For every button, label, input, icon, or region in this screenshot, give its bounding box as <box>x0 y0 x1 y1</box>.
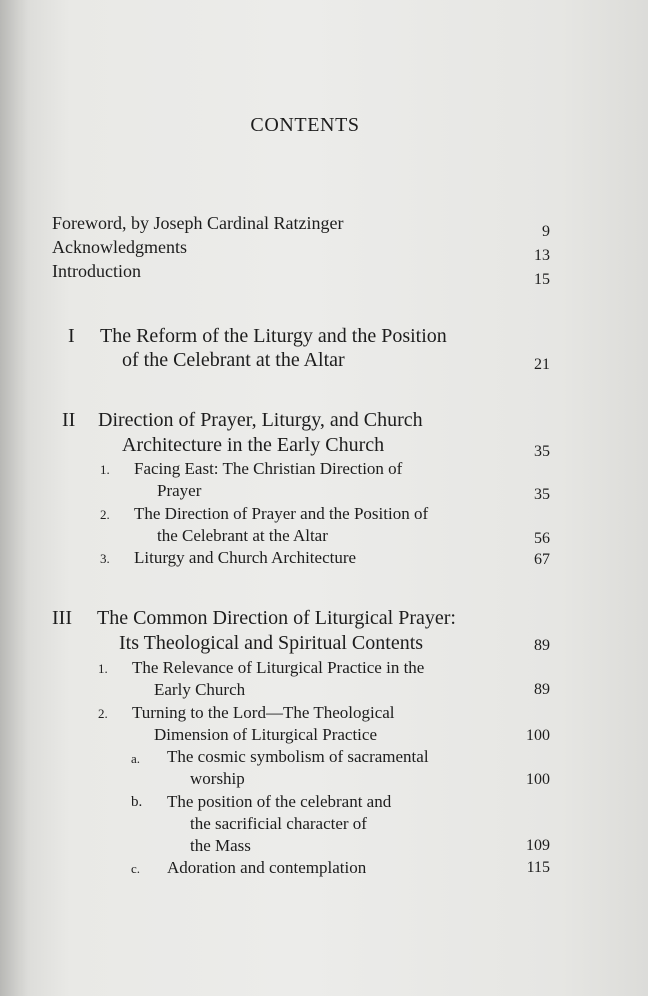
chapter-numeral-1: I <box>68 325 75 347</box>
section-page-3-1: 89 <box>534 681 550 698</box>
section-number-3-1: 1. <box>98 661 108 676</box>
book-spine-shadow <box>0 0 28 996</box>
subsection-page-a: 100 <box>526 771 550 788</box>
subsection-b-line-2: the sacrificial character of <box>190 814 367 833</box>
section-number-3-2: 2. <box>98 706 108 721</box>
toc-entry-introduction: Introduction <box>52 261 141 281</box>
section-title-2-2-line-2: the Celebrant at the Altar <box>157 526 328 545</box>
subsection-b-line-3: the Mass <box>190 836 251 855</box>
section-number-2-2: 2. <box>100 507 110 522</box>
section-title-2-2-line-1: The Direction of Prayer and the Position of <box>134 504 429 523</box>
toc-page-foreword: 9 <box>542 223 550 240</box>
subsection-letter-b: b. <box>131 794 143 810</box>
section-number-2-3: 3. <box>100 551 110 566</box>
section-title-2-1-line-1: Facing East: The Christian Direction of <box>134 459 403 478</box>
chapter-title-2-line-1: Direction of Prayer, Liturgy, and Church <box>98 409 423 431</box>
subsection-letter-a: a. <box>131 751 141 766</box>
section-number-2-1: 1. <box>100 462 110 477</box>
section-title-3-1-line-1: The Relevance of Liturgical Practice in the <box>132 658 425 677</box>
section-title-3-2-line-2: Dimension of Liturgical Practice <box>154 725 377 744</box>
toc-page-introduction: 15 <box>534 271 550 288</box>
chapter-title-3-line-1: The Common Direction of Liturgical Prayer: <box>97 607 456 629</box>
subsection-letter-c: c. <box>131 861 141 876</box>
chapter-title-3-line-2: Its Theological and Spiritual Contents <box>119 632 424 654</box>
section-title-2-3: Liturgy and Church Architecture <box>134 548 357 567</box>
chapter-page-1: 21 <box>534 356 550 373</box>
chapter-title-1-line-2: of the Celebrant at the Altar <box>122 349 345 371</box>
subsection-page-c: 115 <box>526 859 550 876</box>
section-page-3-2: 100 <box>526 727 550 744</box>
subsection-page-b: 109 <box>526 837 550 854</box>
chapter-title-2-line-2: Architecture in the Early Church <box>122 434 385 456</box>
toc-entry-foreword: Foreword, by Joseph Cardinal Ratzinger <box>52 213 344 233</box>
chapter-page-2: 35 <box>534 443 550 460</box>
section-page-2-1: 35 <box>534 486 550 503</box>
toc-page-acknowledgments: 13 <box>534 247 550 264</box>
toc-entry-acknowledgments: Acknowledgments <box>52 237 187 257</box>
chapter-page-3: 89 <box>534 637 550 654</box>
chapter-title-1-line-1: The Reform of the Liturgy and the Position <box>100 325 447 347</box>
section-title-2-1-line-2: Prayer <box>157 481 202 500</box>
chapter-numeral-2: II <box>62 409 76 431</box>
section-title-3-1-line-2: Early Church <box>154 680 246 699</box>
section-page-2-3: 67 <box>534 551 550 568</box>
section-page-2-2: 56 <box>534 530 550 547</box>
subsection-b-line-1: The position of the celebrant and <box>167 792 392 811</box>
subsection-a-line-1: The cosmic symbolism of sacramental <box>167 747 429 766</box>
chapter-numeral-3: III <box>52 607 72 629</box>
page-title: CONTENTS <box>250 114 360 136</box>
subsection-a-line-2: worship <box>190 769 245 788</box>
section-title-3-2-line-1: Turning to the Lord—The Theological <box>132 703 395 722</box>
subsection-c-line-1: Adoration and contemplation <box>167 858 367 877</box>
